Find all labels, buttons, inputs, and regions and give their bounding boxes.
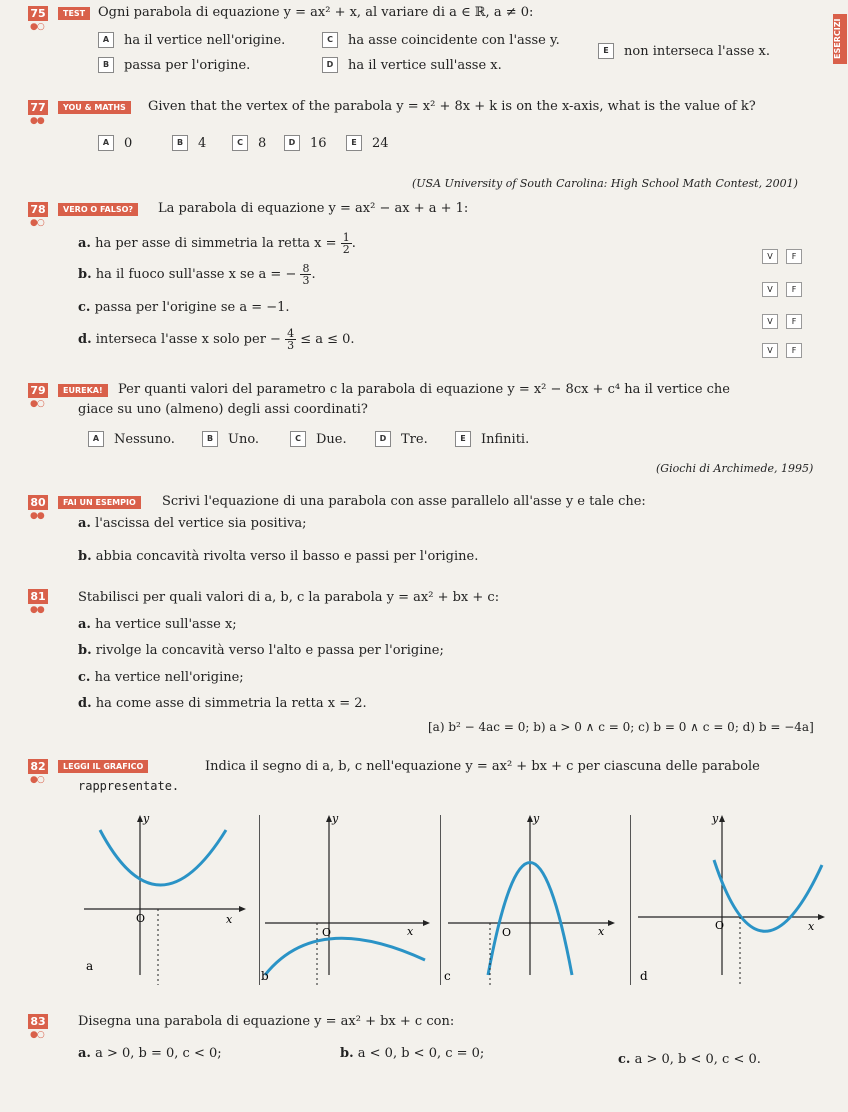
option-letter: C	[232, 135, 248, 151]
option-text: Uno.	[228, 431, 260, 447]
option-d[interactable]	[284, 135, 327, 151]
statement-a	[78, 232, 356, 255]
parabola-curve	[714, 860, 822, 931]
exercise-tag: EUREKA!	[58, 384, 108, 397]
item-end: .	[311, 267, 316, 282]
item-text: a < 0, b < 0, c = 0;	[357, 1046, 485, 1061]
difficulty-dots: ●●	[30, 605, 44, 615]
item-label: c.	[78, 300, 91, 315]
item-text: ha vertice sull'asse x;	[95, 617, 237, 632]
option-c[interactable]	[322, 32, 560, 48]
true-false-c[interactable]	[762, 314, 802, 329]
axis-label-x: x	[598, 925, 605, 938]
item-text: ha come asse di simmetria la retta x = 2.	[95, 696, 367, 711]
parabola-curve	[100, 830, 226, 885]
axis-label-y: y	[143, 812, 150, 825]
option-a[interactable]	[98, 32, 285, 48]
axis-label-x: x	[407, 925, 414, 938]
exercise-number: 77	[28, 100, 48, 115]
true-false-d[interactable]	[762, 343, 802, 358]
difficulty-dots: ●○	[30, 399, 44, 409]
option-letter: A	[98, 32, 114, 48]
item-label: b.	[78, 643, 92, 658]
item-b	[78, 549, 478, 564]
item-label: c.	[78, 670, 91, 685]
option-letter: D	[322, 57, 338, 73]
exercise-number: 81	[28, 589, 48, 604]
origin-label: O	[136, 912, 146, 925]
true-box[interactable]: V	[762, 343, 778, 358]
option-text: 0	[124, 135, 133, 151]
axis-label-x: x	[808, 920, 815, 933]
option-text: ha asse coincidente con l'asse y.	[348, 32, 560, 48]
option-letter: A	[98, 135, 114, 151]
option-letter: B	[98, 57, 114, 73]
true-box[interactable]: V	[762, 249, 778, 264]
exercise-tag: TEST	[58, 7, 90, 20]
numerator: 4	[287, 327, 295, 340]
item-label: a.	[78, 236, 91, 251]
option-text: 24	[372, 135, 389, 151]
option-letter: B	[172, 135, 188, 151]
graph-label: d	[640, 969, 648, 983]
option-letter: D	[284, 135, 300, 151]
denominator: 3	[302, 274, 310, 287]
true-false-b[interactable]	[762, 282, 802, 297]
item-label: b.	[340, 1046, 354, 1061]
true-box[interactable]: V	[762, 314, 778, 329]
denominator: 2	[342, 243, 350, 256]
option-c[interactable]	[232, 135, 266, 151]
graph-label: b	[261, 969, 269, 983]
item-a	[78, 617, 237, 632]
exercise-number: 80	[28, 495, 48, 510]
item-label: a.	[78, 516, 91, 531]
x-arrow	[423, 920, 430, 926]
exercise-text: Scrivi l'equazione di una parabola con asse parallelo all'asse y e tale che:	[162, 494, 646, 509]
difficulty-dots: ●●	[30, 511, 44, 521]
item-a	[78, 516, 307, 531]
exercise-number: 75	[28, 6, 48, 21]
exercise-text: Ogni parabola di equazione y = ax² + x, al variare di a ∈ ℝ, a ≠ 0:	[98, 5, 534, 20]
true-box[interactable]: V	[762, 282, 778, 297]
exercise-text-cont: rappresentate.	[78, 779, 180, 793]
difficulty-dots: ●○	[30, 218, 44, 228]
exercise-text: Indica il segno di a, b, c nell'equazione y = ax² + bx + c per ciascuna delle parabole	[205, 759, 760, 774]
true-false-a[interactable]	[762, 249, 802, 264]
false-box[interactable]: F	[786, 249, 802, 264]
item-text: a > 0, b < 0, c < 0.	[634, 1052, 761, 1067]
option-text: 4	[198, 135, 207, 151]
option-text: ha il vertice sull'asse x.	[348, 57, 502, 73]
exercise-number: 79	[28, 383, 48, 398]
fraction	[341, 232, 352, 255]
x-arrow	[239, 906, 246, 912]
x-arrow	[818, 914, 825, 920]
fraction	[300, 263, 311, 286]
option-letter: E	[346, 135, 362, 151]
option-letter: E	[455, 431, 471, 447]
option-b[interactable]	[98, 57, 250, 73]
origin-label: O	[502, 926, 512, 939]
difficulty-dots: ●●	[30, 116, 44, 126]
statement-c	[78, 300, 290, 315]
option-letter: E	[598, 43, 614, 59]
origin-label: O	[322, 926, 332, 939]
option-a[interactable]	[98, 135, 132, 151]
item-text: ha per asse di simmetria la retta x =	[95, 236, 337, 251]
option-e[interactable]	[346, 135, 389, 151]
option-text: Tre.	[401, 431, 428, 447]
option-b[interactable]	[172, 135, 206, 151]
axis-label-y: y	[332, 812, 339, 825]
option-a[interactable]	[88, 431, 175, 447]
axis-label-x: x	[226, 913, 233, 926]
difficulty-dots: ●○	[30, 1030, 44, 1040]
option-letter: B	[202, 431, 218, 447]
graph-c	[440, 810, 620, 990]
option-text: non interseca l'asse x.	[624, 43, 771, 59]
item-text: passa per l'origine se a = −1.	[94, 300, 290, 315]
item-text: rivolge la concavità verso l'alto e passa per l'origine;	[95, 643, 444, 658]
exercise-text: Disegna una parabola di equazione y = ax² + bx + c con:	[78, 1014, 455, 1029]
exercise-number: 78	[28, 202, 48, 217]
difficulty-dots: ●○	[30, 775, 44, 785]
exercise-text: Stabilisci per quali valori di a, b, c la parabola y = ax² + bx + c:	[78, 590, 500, 605]
side-tab-label: ESERCIZI	[833, 14, 847, 64]
axis-label-y: y	[533, 812, 540, 825]
item-text: a > 0, b = 0, c < 0;	[95, 1046, 222, 1061]
item-text: abbia concavità rivolta verso il basso e passi per l'origine.	[95, 549, 479, 564]
option-d[interactable]	[322, 57, 502, 73]
exercise-text-cont: giace su uno (almeno) degli assi coordinati?	[78, 402, 368, 417]
item-text: ha il fuoco sull'asse x se a = −	[95, 267, 297, 282]
option-text: 8	[258, 135, 267, 151]
exercise-number: 83	[28, 1014, 48, 1029]
option-text: Nessuno.	[114, 431, 175, 447]
exercise-text: La parabola di equazione y = ax² − ax + a + 1:	[158, 201, 469, 216]
option-letter: A	[88, 431, 104, 447]
item-label: c.	[618, 1052, 631, 1067]
item-c	[618, 1052, 761, 1067]
graph-b	[255, 810, 433, 990]
item-a	[78, 1046, 222, 1061]
exercise-tag: VERO O FALSO?	[58, 203, 138, 216]
exercise-tag: YOU & MATHS	[58, 101, 131, 114]
item-label: d.	[78, 332, 92, 347]
source-citation: (Giochi di Archimede, 1995)	[656, 462, 814, 475]
option-e[interactable]	[455, 431, 529, 447]
item-label: b.	[78, 549, 92, 564]
exercise-number: 82	[28, 759, 48, 774]
false-box[interactable]: F	[786, 314, 802, 329]
option-c[interactable]	[290, 431, 347, 447]
item-d	[78, 696, 367, 711]
false-box[interactable]: F	[786, 282, 802, 297]
item-b	[340, 1046, 484, 1061]
item-label: d.	[78, 696, 92, 711]
option-letter: C	[290, 431, 306, 447]
item-label: b.	[78, 267, 92, 282]
item-text: ha vertice nell'origine;	[94, 670, 244, 685]
option-text: 16	[310, 135, 327, 151]
answer-key: [a) b² − 4ac = 0; b) a > 0 ∧ c = 0; c) b = 0 ∧ c = 0; d) b = −4a]	[428, 720, 814, 734]
item-c	[78, 670, 244, 685]
fraction	[285, 328, 296, 351]
option-d[interactable]	[375, 431, 428, 447]
x-arrow	[608, 920, 615, 926]
option-text: passa per l'origine.	[124, 57, 251, 73]
option-text: ha il vertice nell'origine.	[124, 32, 286, 48]
item-label: a.	[78, 617, 91, 632]
item-end: ≤ a ≤ 0.	[296, 332, 355, 347]
item-label: a.	[78, 1046, 91, 1061]
item-text: interseca l'asse x solo per −	[95, 332, 281, 347]
false-box[interactable]: F	[786, 343, 802, 358]
graph-d	[630, 810, 830, 990]
graph-a	[78, 810, 253, 990]
option-letter: C	[322, 32, 338, 48]
axis-label-y: y	[712, 812, 719, 825]
graph-label: c	[444, 969, 451, 983]
item-end: .	[351, 236, 356, 251]
statement-b	[78, 263, 316, 286]
exercise-text: Per quanti valori del parametro c la parabola di equazione y = x² − 8cx + c⁴ ha il vertice che	[118, 382, 730, 397]
source-citation: (USA University of South Carolina: High School Math Contest, 2001)	[412, 177, 798, 190]
option-text: Infiniti.	[481, 431, 530, 447]
option-letter: D	[375, 431, 391, 447]
numerator: 8	[302, 262, 310, 275]
parabola-curve	[265, 938, 425, 975]
option-text: Due.	[316, 431, 347, 447]
option-b[interactable]	[202, 431, 259, 447]
origin-label: O	[715, 919, 725, 932]
option-e[interactable]	[598, 43, 770, 59]
item-b	[78, 643, 444, 658]
difficulty-dots: ●○	[30, 22, 44, 32]
y-arrow	[719, 815, 725, 822]
numerator: 1	[342, 231, 350, 244]
exercise-tag: LEGGI IL GRAFICO	[58, 760, 148, 773]
item-text: l'ascissa del vertice sia positiva;	[95, 516, 307, 531]
exercise-tag: FAI UN ESEMPIO	[58, 496, 141, 509]
statement-d	[78, 328, 355, 351]
exercise-text: Given that the vertex of the parabola y = x² + 8x + k is on the x-axis, what is the value of k?	[148, 99, 756, 114]
graph-label: a	[86, 959, 94, 973]
denominator: 3	[287, 339, 295, 352]
